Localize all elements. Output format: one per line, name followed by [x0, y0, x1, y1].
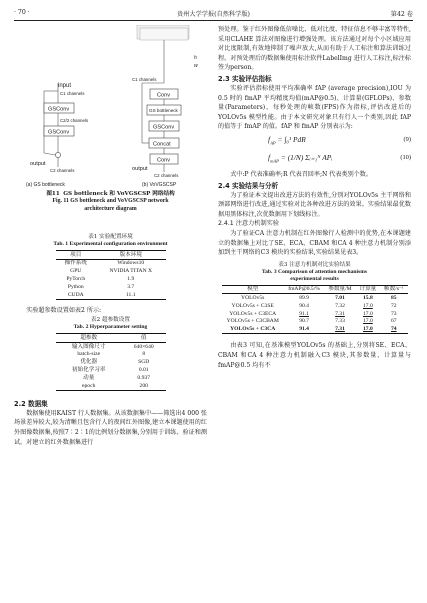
- dataset-paragraph: 数据集使用KAIST 行人数据集。从该数据集中——筛选出4 000 张场景差异较大,较为清晰且包含行人的夜间红外图像,建立本课题使用的红外图像数据集,按照7∶2∶1的比例划分数据集,分别用于训练、验证和测试。对建立的红外数据集进行: [14, 409, 208, 446]
- formula-9: [218, 132, 411, 150]
- table-cell: NVIDIA TITAN X: [109, 268, 153, 275]
- table-cell: 初始化学习率: [71, 367, 106, 373]
- table-cell: 74: [380, 326, 407, 334]
- table-cell: 3.7: [127, 283, 135, 290]
- table-row: [222, 318, 408, 326]
- table-row: [56, 351, 166, 359]
- table2-intro: 实验超参数设置如表2 所示:: [26, 306, 102, 314]
- table-row: [56, 259, 166, 267]
- table-cell: YOLOv5s + C3CA: [222, 326, 284, 334]
- attention-paragraph: 为了验证CA 注意力机制在红外图像行人检测中的优势,在本课题建立的数据集上对比了SE、ECA、CBAM 和CA 4 种注意力机制分别添加到主干网络的C3 模块的实验结果,实验结果见表3。: [218, 229, 411, 257]
- table3-title-cn: 表3 注意力机制对比实验结果: [278, 261, 351, 268]
- label-conv-2: Conv: [157, 157, 171, 164]
- table2-title-en: Tab. 2 Hyperparameter setting: [73, 324, 148, 331]
- table-cell: 17.0: [362, 302, 373, 309]
- label-c2-a: C2 channels: [50, 168, 75, 173]
- table-row: [56, 359, 166, 367]
- table-row: [56, 374, 166, 382]
- table-cell: 73: [391, 310, 397, 317]
- results-paragraph: 为了验证本文提出改进方法的有效性,分别对YOLOv5s 主干网络和颈部网络进行改进,通过实验对比各种改进方法的效果。实验结果最优数据用黑体标注,次优数据用下划线标注。: [218, 191, 411, 218]
- page-number: · 70 ·: [14, 9, 30, 16]
- label-w: w: [194, 63, 198, 69]
- table-cell: 11.1: [96, 291, 165, 299]
- table-row: [222, 326, 408, 334]
- formula-9-number: (9): [403, 135, 411, 143]
- label-concat: Concat: [153, 141, 171, 148]
- table-cell: 优化器: [80, 359, 98, 366]
- formula-10: [218, 150, 411, 170]
- table-cell: Python: [67, 283, 84, 290]
- formula-9-lhs: f: [268, 134, 271, 144]
- table2-title-cn: 表2 超参数设置: [91, 317, 130, 324]
- formula-10-rhs: = (1/N) Σᵢ₌₁ᴺ APᵢ: [280, 152, 333, 162]
- table-cell: 91.4: [284, 326, 324, 334]
- table1-title-en: Tab. 1 Experimental configuration environment: [53, 241, 168, 247]
- table-cell: YOLOv5s + C3SE: [231, 302, 274, 309]
- table-cell: batch-size: [77, 351, 101, 358]
- label-h: h: [194, 55, 197, 61]
- formula-10-lhs: f: [268, 152, 271, 162]
- table-row: [56, 275, 166, 283]
- table-row: [222, 294, 408, 302]
- table3-header: 帧数/s⁻¹: [380, 285, 407, 294]
- table-cell: 7.33: [335, 318, 345, 325]
- formula-10-sub: mAP: [270, 158, 279, 164]
- caption-en-1: Fig. 11 GS bottleneck and VoVGSCSP network: [52, 198, 169, 205]
- table-cell: 17.0: [356, 326, 380, 334]
- table-cell: 200: [122, 382, 166, 390]
- table-cell: 0.01: [138, 367, 149, 373]
- table3-title-en-1: Tab. 3 Comparison of attention mechanisms: [261, 268, 368, 275]
- table-cell: 操作系统: [64, 260, 87, 267]
- table-row: [222, 310, 408, 318]
- table-cell: epoch: [56, 382, 122, 390]
- add-node: [55, 152, 60, 157]
- table-row: [222, 302, 408, 310]
- table-cell: 7.32: [335, 302, 345, 309]
- label-c1-channels: C1 channels: [132, 77, 157, 82]
- formula-10-number: (10): [400, 153, 411, 161]
- section-2-2-heading: 2.2 数据集: [14, 399, 48, 408]
- label-output-b: output: [132, 166, 148, 172]
- table1-title-cn: 表1 实验配置环境: [88, 234, 133, 240]
- vovgscsp-diagram: [132, 25, 198, 188]
- table3-header: 参数量/M: [324, 285, 355, 294]
- table2-header: 超参数: [56, 334, 122, 343]
- table-cell: YOLOv5s + C3ECA: [229, 310, 277, 317]
- table-cell: 7.01: [335, 295, 345, 302]
- table-cell: 17.0: [362, 318, 373, 325]
- table-cell: 85: [391, 295, 397, 302]
- table-cell: 67: [391, 318, 397, 325]
- table-row: [56, 283, 166, 291]
- architecture-diagram: [14, 25, 207, 195]
- subcaption-a: (a) GS bottleneck: [26, 182, 65, 188]
- section-2-4-1-heading: 2.4.1 注意力机制实验: [218, 220, 280, 228]
- label-gsconv-2: GSConv: [48, 129, 70, 136]
- table-cell: 15.8: [362, 295, 373, 302]
- table-cell: 7.31: [335, 310, 345, 317]
- table3: [222, 285, 408, 335]
- label-input: input: [58, 83, 72, 89]
- table3-title: [218, 262, 411, 283]
- table1-header: 项目: [56, 251, 97, 260]
- table-cell: 8: [142, 351, 146, 358]
- table-row: [56, 343, 166, 351]
- section-2-4-heading: 2.4 实验结果与分析: [218, 181, 279, 190]
- table3-header: fmAP@0.5/%: [284, 285, 324, 294]
- table1: [56, 250, 166, 300]
- subcaption-b: (b) VoVGSCSP: [142, 182, 177, 188]
- table-cell: PyTorch: [66, 275, 86, 282]
- journal-name: 贵州大学学报(自然科学版): [177, 11, 250, 18]
- table3-header: 模型: [222, 285, 284, 294]
- caption-cn: GS bottleneck 和 VoVGSCSP 网络结构: [63, 191, 175, 197]
- table3-analysis-paragraph: 由表3 可知,在基准模型YOLOv5s 的基础上,分别将SE、ECA、CBAM 和CA 4 种注意力机制融入C3 模块,其参数量、计算量与 fmAP@0.5 均有不: [218, 342, 411, 369]
- table-cell: 输入图像尺寸: [71, 343, 106, 350]
- table-cell: 90.7: [299, 318, 309, 325]
- table-row: [56, 382, 166, 390]
- table3-header: 计算量: [356, 285, 380, 294]
- table-row: [56, 366, 166, 374]
- table-row: [56, 268, 166, 276]
- table-row: [56, 291, 166, 299]
- formula-9-sub: AP: [270, 140, 276, 146]
- left-column: [14, 25, 207, 447]
- table-cell: 89.9: [299, 295, 309, 302]
- header-rule: [14, 20, 413, 21]
- figure-11: [14, 25, 207, 230]
- preprocess-paragraph: 预处理。鉴于红外图像低信噪比、低对比度、特征信息不够丰富等特性,采用CLAHE 算法对图像进行增强处理。该方法通过对每个小区域应用对比度限制,有效地抑制了噪声放大,从而有助于人工标注和算法训练过程。对预处理后的数据集使用标注软件LabelImg 进行人工标注,标注标签为person。: [218, 26, 411, 72]
- volume-label: 第42 卷: [390, 11, 413, 18]
- table2-header: 值: [122, 334, 166, 343]
- table-cell: 1.9: [127, 275, 135, 282]
- table-cell: 90.4: [299, 302, 309, 309]
- label-conv-1: Conv: [157, 92, 171, 99]
- table-cell: 91.1: [299, 310, 309, 317]
- table-cell: 动量: [83, 374, 95, 381]
- label-gsconv-1: GSConv: [48, 106, 70, 113]
- metrics-paragraph: 实验评估指标使用平均准确率 fAP (average precision),IOU 为 0.5 时的 fmAP 平均精度均值(mAP@0.5)、计算量(GFLOPs)、参数量(Parameters)、每秒处理的帧数(FPS)作为指标,评估改进后的YOLOv5s 模型性能。由于本文研究对象只有行人一个类别,因此 fAP 的值等于 fmAP 的值。fAP 和 fmAP 分别表示为:: [218, 84, 411, 131]
- label-c2-half: C2/2 channels: [60, 118, 89, 123]
- right-column: [218, 25, 411, 370]
- label-c2-b: C2 channels: [154, 173, 179, 178]
- table3-title-en-2: experimental results: [290, 275, 339, 282]
- table-cell: GPU: [70, 268, 82, 275]
- section-2-3-heading: 2.3 实验评估指标: [218, 74, 272, 83]
- formula-9-rhs: = ∫₀¹ PdR: [277, 134, 306, 144]
- table-cell: 640×640: [133, 343, 154, 350]
- label-gsconv-b: GSConv: [153, 124, 175, 131]
- label-output-a: output: [30, 161, 46, 167]
- table2-title: [14, 317, 207, 331]
- table-cell: YOLOv5s: [241, 295, 265, 302]
- table-cell: 0.937: [137, 374, 151, 381]
- formula-description: 式中:P 代表准确率;R 代表召回率;N 代表类别个数。: [230, 170, 372, 178]
- table1-header: 版本环境: [96, 251, 165, 260]
- figure-caption: [14, 191, 207, 213]
- caption-en-2: architecture diagram: [84, 205, 137, 212]
- table-cell: 7.31: [324, 326, 355, 334]
- table-cell: 72: [391, 302, 397, 309]
- table1-title: [14, 234, 207, 248]
- table-cell: CUDA: [56, 291, 97, 299]
- table-cell: YOLOv5s + C3CBAM: [226, 318, 279, 325]
- table-cell: Windows10: [117, 260, 145, 267]
- caption-cn-number: 图11: [46, 191, 60, 197]
- label-gsbottleneck: GS bottleneck: [149, 108, 178, 113]
- table-cell: 17.0: [362, 310, 373, 317]
- gs-bottleneck-diagram: [26, 83, 89, 188]
- label-c1: C1 channels: [60, 91, 85, 96]
- table-cell: SGD: [138, 359, 150, 366]
- table2: [56, 333, 166, 390]
